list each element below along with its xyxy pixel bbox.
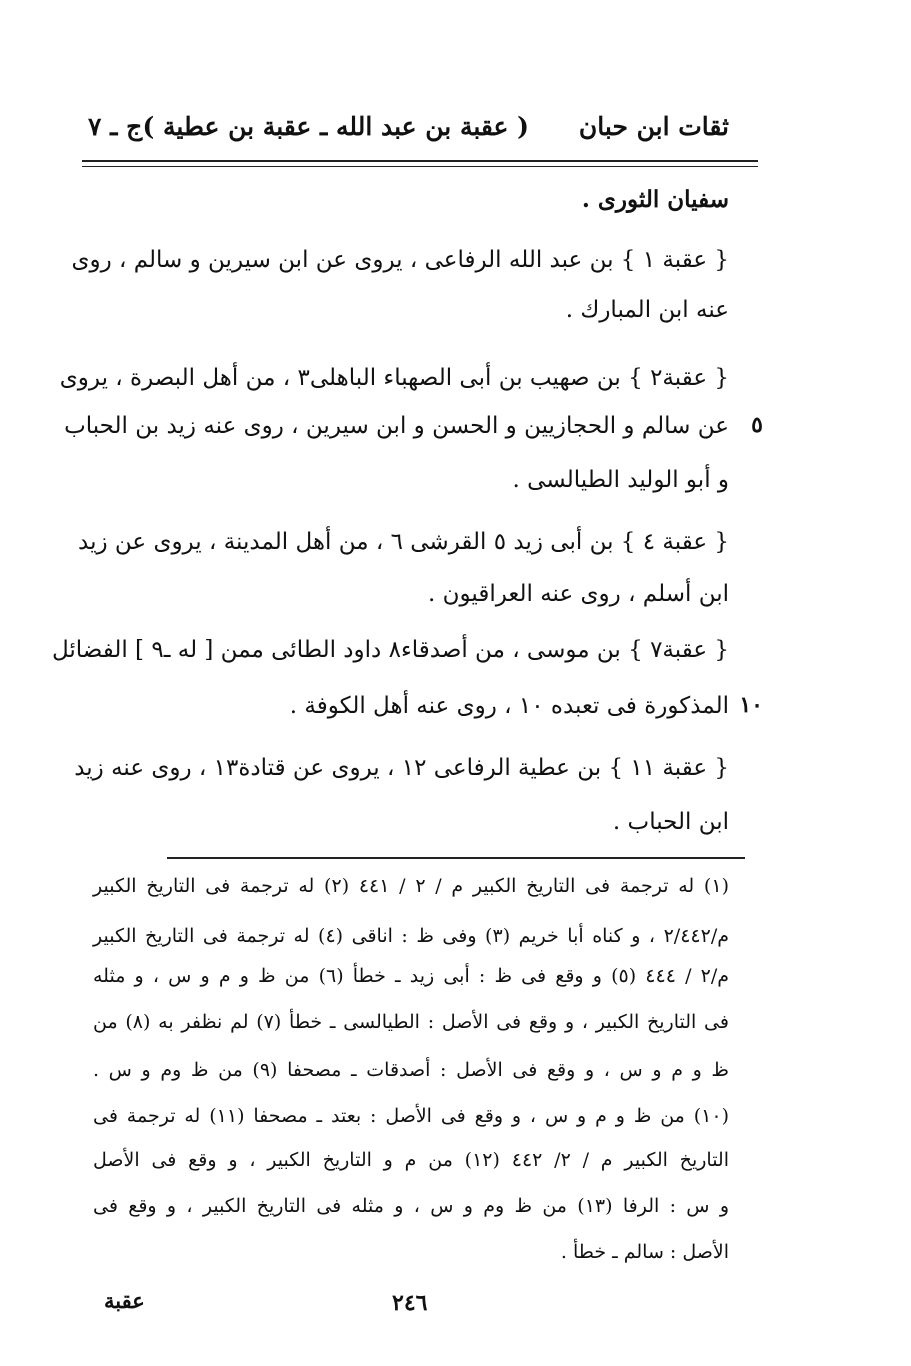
running-head-title: ثقات ابن حبان (578, 112, 729, 141)
footnote-line-4: فى التاريخ الكبير ، و وقع فى الأصل : الطيالسى ـ خطأ (٧) لم نظفر به (٨) من (93, 1011, 729, 1033)
body-line-2: { عقبة ١ } بن عبد الله الرفاعى ، يروى عن ابن سيرين و سالم ، روى (71, 247, 729, 273)
body-line-11: { عقبة ١١ } بن عطية الرفاعى ١٢ ، يروى عن قتادة١٣ ، روى عنه زيد (74, 755, 729, 781)
footnote-line-2: م/٢/٤٤٢ ، و كناه أبا خريم (٣) وفى ظ : اناقى (٤) له ترجمة فى التاريخ الكبير (93, 925, 729, 947)
header-rule-thick (82, 160, 758, 162)
body-line-10: المذكورة فى تعبده ١٠ ، روى عنه أهل الكوفة . (289, 693, 729, 719)
footnote-line-3: م/٢ / ٤٤٤ (٥) و وقع فى ظ : أبى زيد ـ خطأ (٦) من ظ و م و س ، و مثله (93, 965, 730, 987)
running-head-section: ( عقبة بن عبد الله ـ عقبة بن عطية ) (142, 112, 529, 141)
body-line-6: و أبو الوليد الطيالسى . (512, 467, 729, 493)
body-line-12: ابن الحباب . (612, 809, 729, 835)
body-line-1: سفيان الثورى . (581, 186, 729, 213)
body-line-3: عنه ابن المبارك . (565, 297, 729, 323)
body-line-4: { عقبة٢ } بن صهيب بن أبى الصهباء الباهلى٣ ، من أهل البصرة ، يروى (59, 365, 729, 391)
body-line-9: { عقبة٧ } بن موسى ، من أصدقاء٨ داود الطائى ممن [ له ـ٩ ] الفضائل (51, 637, 729, 663)
footnote-line-9: الأصل : سالم ـ خطأ . (560, 1241, 729, 1263)
footnote-rule (167, 857, 745, 859)
running-head-volume: ج ـ ٧ (88, 112, 143, 141)
body-line-5: عن سالم و الحجازيين و الحسن و ابن سيرين ، روى عنه زيد بن الحباب (64, 413, 729, 439)
line-number-5: ٥ (751, 412, 763, 438)
header-rule-thin (82, 166, 758, 167)
footnote-line-1: (١) له ترجمة فى التاريخ الكبير م / ٢ / ٤٤١ (٢) له ترجمة فى التاريخ الكبير (93, 875, 729, 897)
footnote-line-6: (١٠) من ظ و م و س ، و وقع فى الأصل : بعتد ـ مصحفا (١١) له ترجمة فى (93, 1105, 729, 1127)
footnote-line-7: التاريخ الكبير م / ٢/ ٤٤٢ (١٢) من م و التاريخ الكبير ، و وقع فى الأصل (93, 1149, 730, 1171)
footnote-line-5: ظ و م و س ، و وقع فى الأصل : أصدقات ـ مصحفا (٩) من ظ وم و س . (93, 1059, 729, 1081)
footnote-line-8: و س : الرفا (١٣) من ظ وم و س ، و مثله فى التاريخ الكبير ، و وقع فى (93, 1195, 729, 1217)
line-number-10: ١٠ (739, 692, 763, 718)
page-number: ٢٤٦ (392, 1290, 428, 1316)
body-line-8: ابن أسلم ، روى عنه العراقيون . (428, 581, 729, 607)
catchword: عقبة (104, 1288, 145, 1313)
body-line-7: { عقبة ٤ } بن أبى زيد ٥ القرشى ٦ ، من أهل المدينة ، يروى عن زيد (78, 529, 729, 555)
